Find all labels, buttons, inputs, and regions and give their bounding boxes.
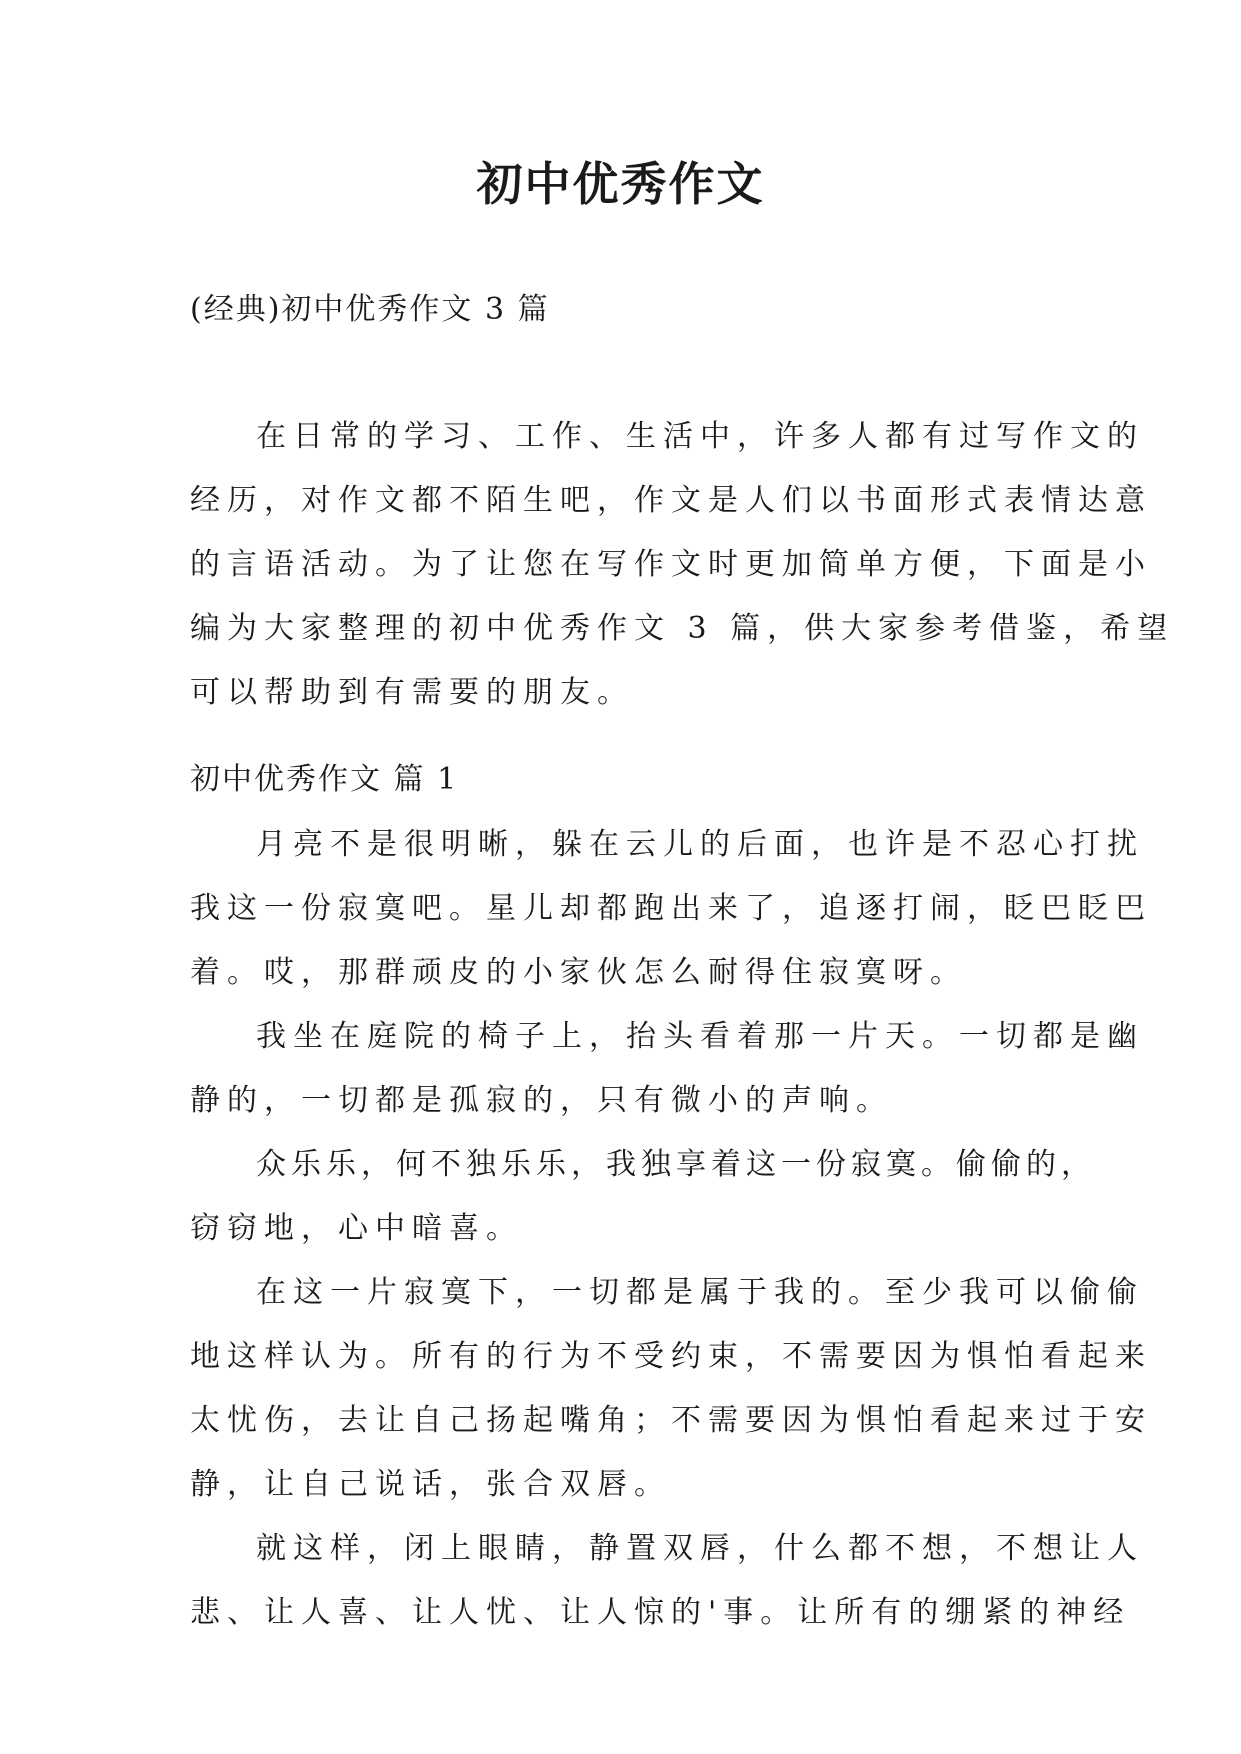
document-subtitle: (经典)初中优秀作文 3 篇	[190, 292, 550, 327]
intro-paragraph	[190, 405, 1174, 725]
body-line: 月亮不是很明晰，躲在云儿的后面，也许是不忍心打扰	[256, 827, 1144, 862]
body-line: 窃窃地，心中暗喜。	[190, 1211, 523, 1246]
body-line: 着。哎，那群顽皮的小家伙怎么耐得住寂寞呀。	[190, 955, 967, 990]
essay-body	[190, 813, 1152, 1645]
intro-line: 编为大家整理的初中优秀作文 3 篇，供大家参考借鉴，希望	[190, 611, 1175, 646]
body-line: 在这一片寂寞下，一切都是属于我的。至少我可以偷偷	[256, 1275, 1144, 1310]
intro-line: 可以帮助到有需要的朋友。	[190, 675, 634, 710]
intro-line: 经历，对作文都不陌生吧，作文是人们以书面形式表情达意	[190, 483, 1152, 518]
body-line: 我这一份寂寞吧。星儿却都跑出来了，追逐打闹，眨巴眨巴	[190, 891, 1152, 926]
intro-line: 在日常的学习、工作、生活中，许多人都有过写作文的	[256, 419, 1144, 454]
body-line: 众乐乐，何不独乐乐，我独享着这一份寂寞。偷偷的，	[256, 1147, 1096, 1182]
intro-line: 的言语活动。为了让您在写作文时更加简单方便，下面是小	[190, 547, 1152, 582]
body-line: 太忧伤，去让自己扬起嘴角；不需要因为惧怕看起来过于安	[190, 1403, 1152, 1438]
body-line: 就这样，闭上眼睛，静置双唇，什么都不想，不想让人	[256, 1531, 1144, 1566]
section-heading: 初中优秀作文 篇 1	[190, 762, 459, 797]
document-title: 初中优秀作文	[476, 157, 765, 211]
body-line: 我坐在庭院的椅子上，抬头看着那一片天。一切都是幽	[256, 1019, 1144, 1054]
body-line: 静的，一切都是孤寂的，只有微小的声响。	[190, 1083, 893, 1118]
body-line: 地这样认为。所有的行为不受约束，不需要因为惧怕看起来	[190, 1339, 1152, 1374]
body-line: 静，让自己说话，张合双唇。	[190, 1467, 671, 1502]
body-line: 悲、让人喜、让人忧、让人惊的'事。让所有的绷紧的神经	[190, 1595, 1131, 1630]
